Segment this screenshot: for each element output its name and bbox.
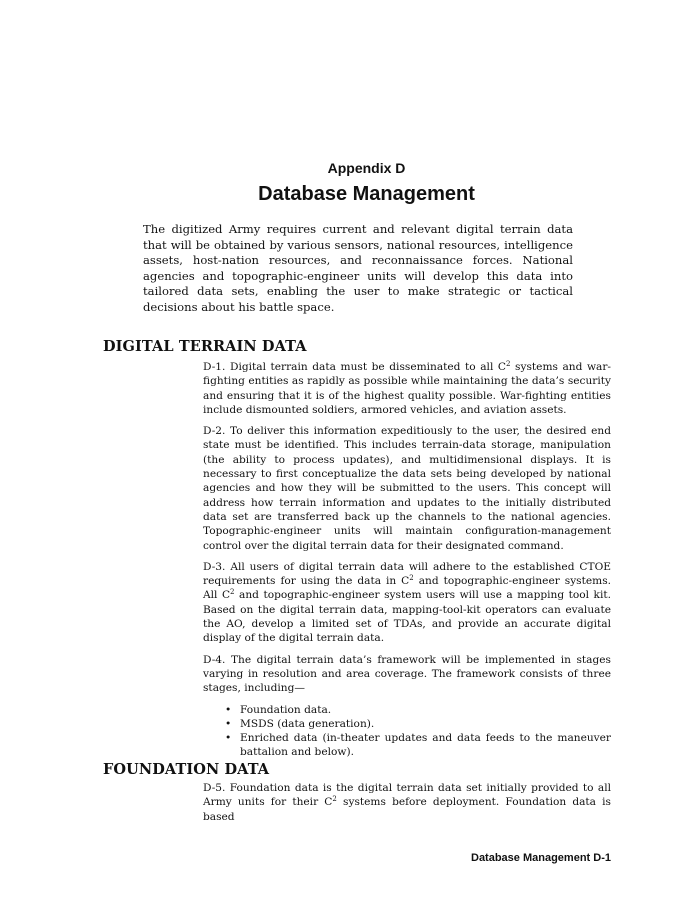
intro-paragraph: The digitized Army requires current and relevant digital terrain data that will be obtained by various sensors, national resources, intelligence assets, host-nation resources, and reconnaissance forces. National agencies and topographic-engineer units will develop this data into tailored data sets, enabling the user to make strategic or tactical decisions about his battle space. [143, 222, 573, 314]
list-item: • Enriched data (in-theater updates and data feeds to the maneuver battalion and below). [225, 732, 611, 759]
list-item: • Foundation data. [225, 703, 332, 716]
framework-stages-list [203, 703, 611, 760]
list-item: • MSDS (data generation). [225, 717, 375, 730]
bullet-icon: • [225, 732, 232, 745]
page-title: Database Management [258, 183, 475, 205]
bullet-icon: • [225, 703, 232, 716]
paragraph-d3: D-3. All users of digital terrain data will adhere to the established CTOE requirements for using the data in $C^2$ and topographic-engineer systems. All $C^2$ and topographic-engineer system users will use a mapping tool kit. Based on the digital terrain data, mapping-tool-kit operators can evaluate the AO, develop a limited set of TDAs, and provide an accurate digital display of the digital terrain data. [203, 560, 611, 645]
appendix-label: Appendix D [327, 160, 406, 176]
paragraph-d4: D-4. The digital terrain data’s framework will be implemented in stages varying in resolution and area coverage. The framework consists of three stages, including— [203, 653, 611, 695]
section-heading-digital-terrain-data: DIGITAL TERRAIN DATA [103, 338, 307, 355]
page-footer: Database Management D-1 [471, 852, 611, 864]
paragraph-d5: D-5. Foundation data is the digital terrain data set initially provided to all Army units for their $C^2$ systems before deployment. Foundation data is based [203, 782, 611, 823]
bullet-icon: • [225, 717, 232, 730]
digital-terrain-body [203, 360, 611, 760]
paragraph-d2: D-2. To deliver this information expeditiously to the user, the desired end state must be identified. This includes terrain-data storage, manipulation (the ability to process updates), and multidimensional displays. It is necessary to first conceptualize the data sets being developed by national agencies and how they will be submitted to the users. This concept will address how terrain information and updates to the initially distributed data set are transferred back up the channels to the national agencies. Topographic-engineer units will maintain configuration-management control over the digital terrain data for their designated command. [203, 425, 611, 552]
paragraph-d1: D-1. Digital terrain data must be disseminated to all $C^2$ systems and war-fighting entities as rapidly as possible while maintaining the data’s security and ensuring that it is of the highest quality possible. War-fighting entities include dismounted soldiers, armored vehicles, and aviation assets. [203, 360, 612, 416]
foundation-body [203, 781, 611, 831]
section-heading-foundation-data: FOUNDATION DATA [103, 761, 270, 778]
